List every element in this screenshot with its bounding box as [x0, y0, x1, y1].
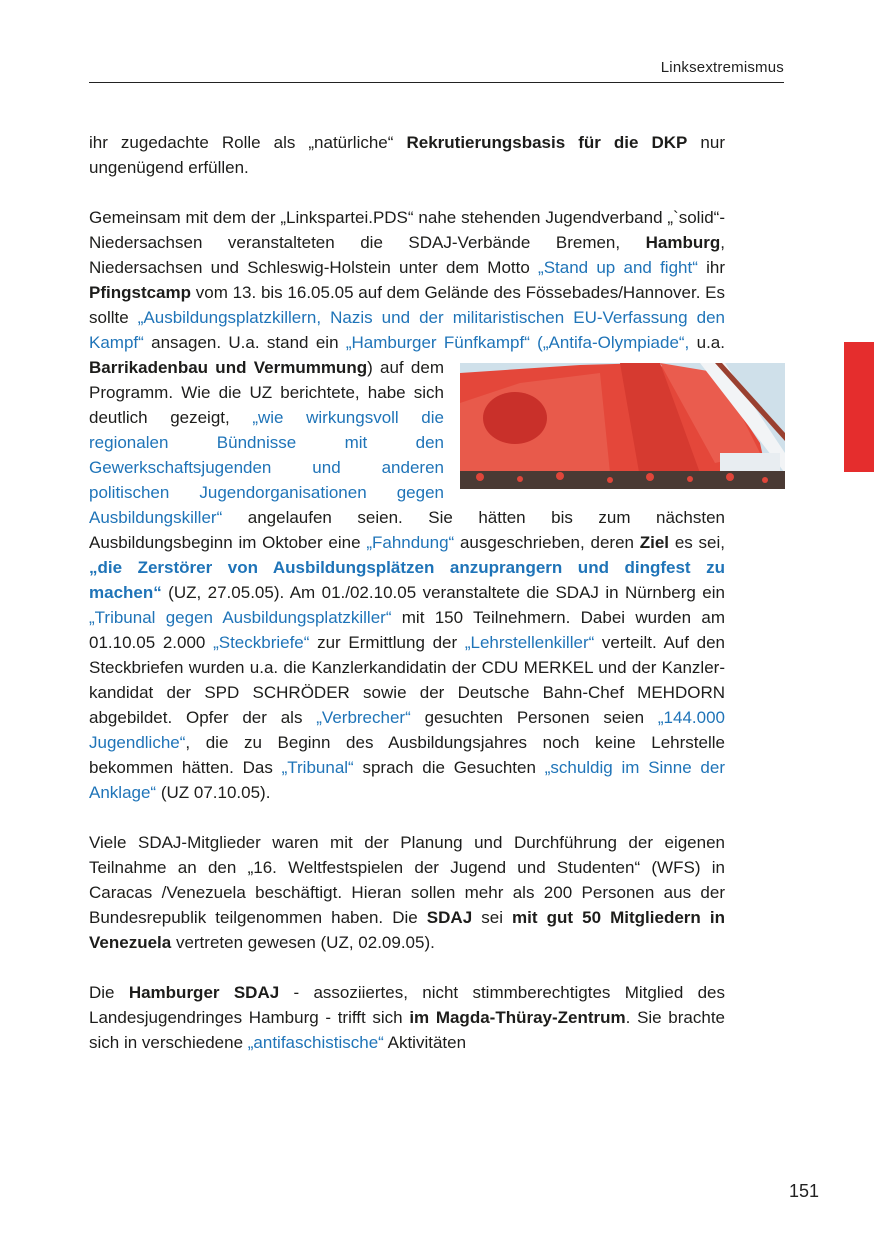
paragraph: [89, 130, 725, 180]
emphasized-text: Hamburger SDAJ: [128, 983, 280, 1002]
text-run: vom 13. bis 16.05.05 auf dem Gelände des Fössebades/Hannover. Es sollte: [89, 283, 725, 327]
text-run: (UZ 07.10.05).: [156, 783, 271, 802]
emphasized-text: im Magda-Thüray-Zentrum: [409, 1008, 626, 1027]
text-run: gesuchten Personen seien: [410, 708, 658, 727]
emphasized-text: SDAJ: [426, 908, 473, 927]
text-run: ihr zugedachte Rolle als „natürliche“: [89, 133, 407, 152]
text-run: (UZ, 27.05.05). Am 01./02.10.05 veranstaltete die SDAJ in Nürnberg ein: [161, 583, 725, 602]
quoted-text: „wie wirkungsvoll die regionalen Bündnisse mit den Gewerkschaftsjugenden und anderen politischen Jugendorganisationen gegen Ausbildungskiller“: [89, 408, 444, 527]
paragraph: [89, 205, 725, 805]
text-run: sei: [472, 908, 513, 927]
text-run: zur Ermittlung der: [309, 633, 465, 652]
text-run: sprach die Gesuchten: [353, 758, 545, 777]
text-run: ausgeschrieben, deren: [454, 533, 640, 552]
text-run: , die zu Beginn des Ausbildungsjahres noch keine Lehrstelle bekommen hätten. Das: [89, 733, 725, 777]
text-run: , Niedersachsen und Schleswig-Holstein unter dem Motto: [89, 233, 725, 277]
text-run: Die: [89, 983, 129, 1002]
text-run: . Sie brachte sich in verschiedene: [89, 1008, 726, 1052]
text-run: - assoziiertes, nicht stimmberechtigtes Mitglied des Landesjugendringes Hamburg - trifft sich: [89, 983, 725, 1027]
emphasized-text: mit gut 50 Mitgliedern in Venezuela: [89, 908, 725, 952]
quoted-text: „Verbrecher“: [316, 708, 411, 727]
emphasized-text: Barrikadenbau und Vermummung: [89, 358, 368, 377]
quoted-text: „Ausbildungsplatzkillern, Nazis und der militaristischen EU-Verfassung den Kampf“: [89, 308, 725, 352]
paragraph: [89, 980, 725, 1055]
text-run: es sei,: [669, 533, 725, 552]
header-divider: [89, 82, 784, 83]
quoted-text: „Tribunal gegen Ausbildungsplatzkiller“: [89, 608, 392, 627]
emphasized-text: Hamburg: [645, 233, 721, 252]
emphasized-text: Rekrutierungsbasis für die DKP: [406, 133, 688, 152]
text-run: Aktivitäten: [383, 1033, 467, 1052]
text-run: verteilt. Auf den Steckbriefen wurden u.a. die Kanzlerkandidatin der CDU MERKEL und der Kanzlerkandidat der SPD SCHRÖDER sowie der Deutsche Bahn-Chef MEHDORN abgebildet. Opfer der als: [89, 633, 726, 727]
text-run: nur ungenügend erfüllen.: [89, 133, 726, 177]
paragraph: [89, 830, 725, 955]
emphasized-text: Pfingstcamp: [89, 283, 192, 302]
quoted-text: „Hamburger Fünfkampf“ („Antifa-Olympiade“,: [345, 333, 690, 352]
section-header-title: Linksextremismus: [660, 59, 784, 76]
text-run: mit 150 Teilnehmern. Dabei wurden am 01.10.05 2.000: [89, 608, 725, 652]
quoted-text: „Lehrstellenkiller“: [464, 633, 595, 652]
text-run: angelaufen seien. Sie hätten bis zum nächsten Ausbildungsbeginn im Oktober eine: [89, 508, 725, 552]
text-run: Gemeinsam mit dem der „Linkspartei.PDS“ nahe stehenden Jugendverband „`solid“-Niedersachsen veranstalteten die SDAJ-Verbände Bremen,: [89, 208, 725, 252]
quoted-text: „Stand up and fight“: [538, 258, 698, 277]
emphasized-text: Ziel: [639, 533, 670, 552]
quoted-text: „antifaschistische“: [247, 1033, 384, 1052]
text-run: vertreten gewesen (UZ, 02.09.05).: [171, 933, 435, 952]
text-run: u.a.: [689, 333, 725, 352]
quoted-text: „144.000 Jugendliche“: [89, 708, 725, 752]
quoted-text: „schuldig im Sinne der Anklage“: [89, 758, 726, 802]
chapter-tab-marker: [844, 342, 874, 472]
text-run: ) auf dem Programm. Wie die UZ berichtete, habe sich deutlich gezeigt,: [89, 358, 444, 427]
body-text: [89, 130, 725, 1080]
photo-red-flags: [460, 363, 785, 489]
quoted-text: „Tribunal“: [281, 758, 354, 777]
text-run: ansagen. U.a. stand ein: [143, 333, 346, 352]
quoted-text: „Steckbriefe“: [213, 633, 310, 652]
quoted-text: „Fahndung“: [366, 533, 455, 552]
text-run: ihr: [697, 258, 725, 277]
text-run: Viele SDAJ-Mitglieder waren mit der Planung und Durchführung der eigenen Teilnahme an den „16. Weltfestspielen der Jugend und Studenten“ (WFS) in Caracas /Venezuela beschäftigt. Hieran sollen mehr als 200 Personen aus der Bundesrepublik teilgenommen haben. Die: [89, 833, 725, 927]
quoted-text: „die Zerstörer von Ausbildungsplätzen anzuprangern und dingfest zu machen“: [89, 558, 725, 602]
page-number: 151: [788, 1181, 819, 1201]
